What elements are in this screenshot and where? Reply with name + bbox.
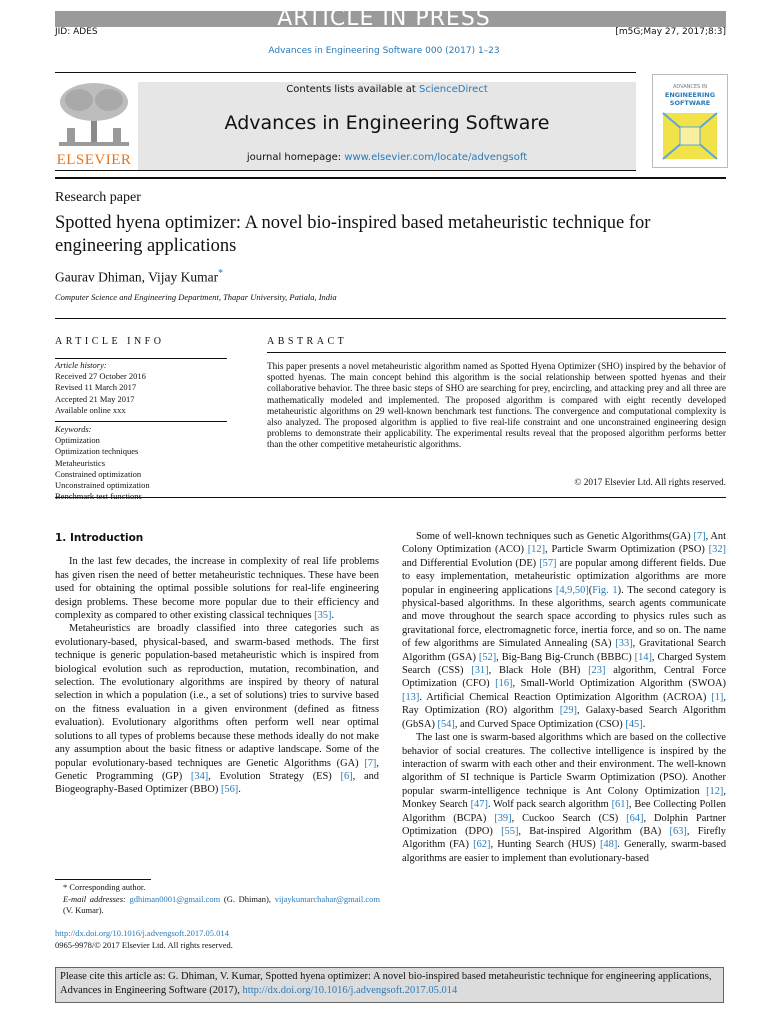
reference-link[interactable]: [16] xyxy=(495,678,513,690)
reference-link[interactable]: [34] xyxy=(190,770,209,782)
footnote-rule xyxy=(55,879,151,880)
reference-link[interactable]: [54] xyxy=(437,718,455,730)
reference-link[interactable]: [33] xyxy=(615,638,633,650)
reference-link[interactable]: [62] xyxy=(473,839,491,851)
reference-link[interactable]: [48] xyxy=(599,839,618,851)
email-link[interactable]: gdhiman0001@gmail.com xyxy=(129,893,221,904)
reference-link[interactable]: [7] xyxy=(364,757,377,769)
history-accepted: Accepted 21 May 2017 xyxy=(55,393,135,404)
publisher-name: ELSEVIER xyxy=(56,152,132,168)
citation-text: Please cite this article as: G. Dhiman, V. Kumar, Spotted hyena optimizer: A novel bio-inspired based metaheuristic technique for engineering applications, Advances in Engineering Software (2017), xyxy=(60,971,712,996)
footnote: * Corresponding author. E-mail addresses: gdhiman0001@gmail.com (G. Dhiman), vijaykumarchahar@gmail.com (V. Kumar). xyxy=(63,882,380,915)
issn-copyright: 0965-9978/© 2017 Elsevier Ltd. All rights reserved. xyxy=(55,939,233,950)
keywords-label: Keywords: xyxy=(55,424,92,434)
reference-link[interactable]: [7] xyxy=(693,531,706,542)
email-link[interactable]: vijaykumarchahar@gmail.com xyxy=(274,893,380,904)
title-bottom-rule xyxy=(55,318,726,319)
paragraph: Some of well-known techniques such as Genetic Algorithms(GA) [7], Ant Colony Optimization (ACO) [12], Particle Swarm Optimization (PSO) [32] and Differential Evolution (DE) [57] are popular among different fields. Due to easy implementation, metaheuristic optimization algorithms are more popular in engineering applications [4,9,50](Fig. 1). The second category is physical-based algorithms. In these algorithms, search agents communicate and move throughout the search space according to physics rules such as gravitational force, electromagnetic force, inertia force, and so on. The name of few algorithms are Simulated Annealing (SA) [33], Gravitational Search Algorithm (GSA) [52], Big-Bang Big-Crunch (BBBC) [14], Charged System Search (CSS) [31], Black Hole (BH) [23] algorithm, Central Force Optimization (CFO) [16], Small-World Optimization Algorithm (SWOA) [13]. Artificial Chemical Reaction Optimization Algorithm (ACROA) [1], Ray Optimization (RO) algorithm [29], Galaxy-based Search Algorithm (GbSA) [54], and Curved Space Optimization (CSO) [45]. xyxy=(402,531,727,730)
homepage-link[interactable]: www.elsevier.com/locate/advengsoft xyxy=(344,152,528,163)
reference-link[interactable]: [12] xyxy=(706,785,724,797)
reference-link[interactable]: [64] xyxy=(626,812,644,824)
journal-id: JID: ADES xyxy=(55,27,98,37)
contents-line: Contents lists available at ScienceDirect xyxy=(286,84,488,95)
reference-link[interactable]: [47] xyxy=(470,799,488,811)
reference-link[interactable]: [31] xyxy=(471,665,489,677)
reference-link[interactable]: [1] xyxy=(711,691,724,703)
history-revised: Revised 11 March 2017 xyxy=(55,382,137,393)
citation-box xyxy=(55,967,724,1003)
section-heading-introduction: 1. Introduction xyxy=(55,532,144,544)
keyword-item: Constrained optimization xyxy=(55,468,142,479)
build-meta: [m5G;May 27, 2017;8:3] xyxy=(615,27,726,37)
header-thick-rule xyxy=(55,177,726,179)
sciencedirect-link[interactable]: ScienceDirect xyxy=(419,84,488,95)
reference-link[interactable]: [45] xyxy=(625,718,643,730)
reference-link[interactable]: [23] xyxy=(588,665,606,677)
keyword-item: Optimization techniques xyxy=(55,446,139,457)
reference-link[interactable]: [35] xyxy=(314,610,332,622)
affiliation: Computer Science and Engineering Department, Thapar University, Patiala, India xyxy=(55,292,337,302)
paragraph: The last one is swarm-based algorithms which are based on the collective behavior of social creatures. The collective intelligence is inspired by the interaction of swarm with each other and their environment. The well-known algorithm of SI technique is Particle Swarm Optimization (PSO). Another popular swarm-intelligence technique is Ant Colony Optimization [12], Monkey Search [47]. Wolf pack search algorithm [61], Bee Collecting Pollen Algorithm (BCPA) [39], Cuckoo Search (CS) [64], Dolphin Partner Optimization (DPO) [55], Bat-inspired Algorithm (BA) [63], Firefly Algorithm (FA) [62], Hunting Search (HUS) [48]. Generally, swarm-based algorithms are easier to implement than evolutionary-based xyxy=(402,732,727,864)
reference-link[interactable]: [12] xyxy=(527,544,546,556)
reference-link[interactable]: [32] xyxy=(708,544,726,556)
abstract-text: This paper presents a novel metaheuristic algorithm named as Spotted Hyena Optimizer (SHO) inspired by the behavior of spotted hyenas. The main concept behind this algorithm is the social relationship between spotted hyenas and their collaborative behavior. The three basic steps of SHO are searching for prey, encircling, and attacking prey and all three are mathematically modeled and implemented. The proposed algorithm is compared with eight recently developed metaheuristic algorithms on 29 well-known benchmark test functions. The convergence and computational complexity is also analyzed. The proposed algorithm is applied to five real-life constraint and one unconstrained engineering design problems to demonstrate their applicability. The experimental results reveal that the proposed algorithm performs better than the other competitive metaheuristic algorithms. xyxy=(267,362,726,451)
corresponding-author-note: Corresponding author. xyxy=(69,882,146,892)
reference-link[interactable]: [6] xyxy=(340,770,353,782)
left-column xyxy=(55,532,379,797)
keywords-rule xyxy=(55,421,227,422)
abstract-heading: ABSTRACT xyxy=(267,336,348,347)
elsevier-tree-icon xyxy=(55,80,133,152)
article-info-rule xyxy=(55,358,227,359)
keyword-item: Optimization xyxy=(55,435,100,446)
abstract-bottom-rule xyxy=(55,497,726,498)
reference-link[interactable]: [56] xyxy=(220,784,239,796)
reference-link[interactable]: [13] xyxy=(402,691,420,703)
reference-link[interactable]: [61] xyxy=(611,799,629,811)
journal-title: Advances in Engineering Software xyxy=(224,112,550,134)
cover-title: ADVANCES IN ENGINEERING SOFTWARE xyxy=(664,84,716,107)
reference-link[interactable]: [14] xyxy=(634,651,652,663)
reference-link[interactable]: [63] xyxy=(669,825,687,837)
header-bottom-rule xyxy=(55,170,636,171)
keyword-item: Unconstrained optimization xyxy=(55,480,150,491)
author-list: Gaurav Dhiman, Vijay Kumar* xyxy=(55,268,224,285)
header-top-rule xyxy=(55,72,636,73)
reference-link[interactable]: [4,9,50] xyxy=(555,584,589,596)
history-label: Article history: xyxy=(55,360,107,370)
reference-link[interactable]: [39] xyxy=(494,812,512,824)
article-history xyxy=(55,360,230,416)
history-online: Available online xxx xyxy=(55,404,126,415)
reference-link[interactable]: Fig. 1 xyxy=(592,584,618,596)
article-info-heading: ARTICLE INFO xyxy=(55,336,165,347)
journal-citation-line[interactable]: Advances in Engineering Software 000 (2017) 1–23 xyxy=(268,46,500,56)
doi-link[interactable]: http://dx.doi.org/10.1016/j.advengsoft.2017.05.014 xyxy=(55,928,229,938)
reference-link[interactable]: [55] xyxy=(501,825,519,837)
journal-cover-image xyxy=(652,74,728,168)
keyword-item: Metaheuristics xyxy=(55,457,106,468)
history-received: Received 27 October 2016 xyxy=(55,371,146,382)
cover-graphic-icon xyxy=(653,107,727,167)
reference-link[interactable]: [29] xyxy=(559,705,577,717)
article-in-press-text: ARTICLE IN PRESS xyxy=(277,6,491,31)
paragraph: In the last few decades, the increase in complexity of real life problems has given risen the need of better metaheuristic techniques. These have been used for obtaining the optimal possible solutions for real-life engineering design problems. These become more popular due to their efficiency and complexity as compared to other existing classical techniques [35]. xyxy=(55,556,379,622)
keywords-block xyxy=(55,424,230,502)
article-title: Spotted hyena optimizer: A novel bio-inspired based metaheuristic technique for engineering applications xyxy=(55,213,651,256)
right-column xyxy=(402,530,726,865)
doi-block xyxy=(55,928,233,951)
corresponding-author-mark[interactable]: * xyxy=(218,268,224,279)
reference-link[interactable]: [52] xyxy=(478,651,497,663)
citation-doi-link[interactable]: http://dx.doi.org/10.1016/j.advengsoft.2017.05.014 xyxy=(242,985,458,996)
abstract-copyright: © 2017 Elsevier Ltd. All rights reserved. xyxy=(574,478,726,488)
reference-link[interactable]: [57] xyxy=(539,557,557,569)
paragraph: Metaheuristics are broadly classified into three categories such as evolutionary-based, physical-based, and swarm-based methods. The first technique is generic population-based metaheuristic which is inspired from biological evolution such as reproduction, mutation, recombination, and selection. The evolutionary algorithms are inspired by theory of natural selection in which a population (i.e., a set of solutions) tries to survive based on the fitness evaluation in a given environment (defined as fitness evaluation). Evolutionary algorithms often perform well near optimal solutions to all types of problems because these methods ideally do not make any assumption about the basic fitness or adaptive landscape. Some of the popular evolutionary-based techniques are Genetic Algorithms (GA) [7], Genetic Programming (GP) [34], Evolution Strategy (ES) [6], and Biogeography-Based Optimizer (BBO) [56]. xyxy=(55,623,379,796)
journal-homepage: journal homepage: www.elsevier.com/locate/advengsoft xyxy=(246,152,528,163)
elsevier-logo xyxy=(55,80,133,168)
article-type: Research paper xyxy=(55,190,141,205)
abstract-rule xyxy=(267,352,726,353)
